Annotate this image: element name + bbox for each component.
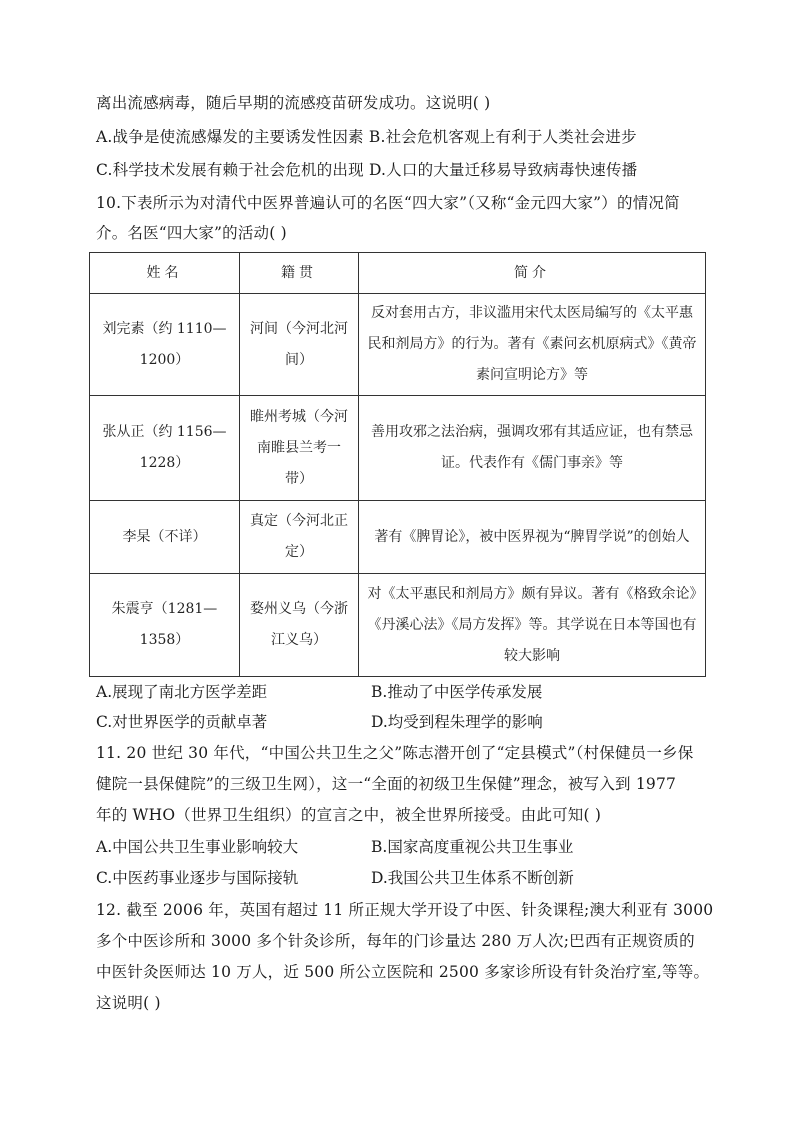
cell-origin: 河间（今河北河间） [240,294,359,396]
q10-option-c: C.对世界医学的贡献卓著 [96,713,268,731]
q11-option-b: B.国家高度重视公共卫生事业 [371,838,574,856]
cell-intro: 善用攻邪之法治病，强调攻邪有其适应证，也有禁忌证。代表作有《儒门事亲》等 [359,396,706,501]
q11-stem-line3: 年的 WHO（世界卫生组织）的宣言之中，被全世界所接受。由此可知( ) [96,806,602,824]
table-row [90,396,706,501]
q11-option-a: A.中国公共卫生事业影响较大 [96,838,299,856]
q11-option-d: D.我国公共卫生体系不断创新 [371,869,574,887]
cell-origin: 婺州义乌（今浙江义乌） [240,574,359,677]
cell-intro: 反对套用古方，非议滥用宋代太医局编写的《太平惠民和剂局方》的行为。著有《素问玄机原病式》《黄帝素问宣明论方》等 [359,294,706,396]
cell-name: 张从正（约 1156—1228） [90,396,240,501]
cell-intro: 对《太平惠民和剂局方》颇有异议。著有《格致余论》《丹溪心法》《局方发挥》等。其学说在日本等国也有较大影响 [359,574,706,677]
q12-stem-line2: 多个中医诊所和 3000 多个针灸诊所，每年的门诊量达 280 万人次;巴西有正规资质的 [96,932,695,950]
four-masters-table [89,252,706,677]
cell-origin: 真定（今河北正定） [240,501,359,574]
q11-stem-line2: 健院一县保健院”的三级卫生网），这一“全面的初级卫生保健”理念，被写入到 1977 [96,775,677,793]
q11-stem-line1: 11. 20 世纪 30 年代，“中国公共卫生之父”陈志潜开创了“定县模式”（村保健员一乡保 [96,744,694,762]
q12-stem-line3: 中医针灸医师达 10 万人，近 500 所公立医院和 2500 多家诊所设有针灸治疗室,等等。 [96,963,710,981]
header-intro: 简介 [359,253,706,294]
q12-stem-line1: 12. 截至 2006 年，英国有超过 11 所正规大学开设了中医、针灸课程;澳大利亚有 3000 [96,901,714,919]
cell-intro: 著有《脾胃论》，被中医界视为“脾胃学说”的创始人 [359,501,706,574]
q9-options-cd: C.科学技术发展有赖于社会危机的出现 D.人口的大量迁移易导致病毒快速传播 [96,161,638,179]
table-header-row [90,253,706,294]
q9-stem-tail: 离出流感病毒，随后早期的流感疫苗研发成功。这说明( ) [96,94,491,112]
table-row [90,574,706,677]
q12-stem-line4: 这说明( ) [96,994,161,1012]
q11-option-c: C.中医药事业逐步与国际接轨 [96,869,299,887]
q9-options-ab: A.战争是使流感爆发的主要诱发性因素 B.社会危机客观上有利于人类社会进步 [96,128,637,146]
cell-name: 李杲（不详） [90,501,240,574]
table-row [90,501,706,574]
header-origin: 籍贯 [240,253,359,294]
q10-option-b: B.推动了中医学传承发展 [371,683,543,701]
cell-name: 朱震亨（1281—1358） [90,574,240,677]
q10-stem-line1: 10.下表所示为对清代中医界普遍认可的名医“四大家”（又称“金元四大家”）的情况简 [96,194,680,212]
q10-option-a: A.展现了南北方医学差距 [96,683,268,701]
table-row [90,294,706,396]
cell-origin: 睢州考城（今河南睢县兰考一带） [240,396,359,501]
q10-option-d: D.均受到程朱理学的影响 [371,713,543,731]
cell-name: 刘完素（约 1110—1200） [90,294,240,396]
header-name: 姓名 [90,253,240,294]
q10-stem-line2: 介。名医“四大家”的活动( ) [96,224,287,242]
